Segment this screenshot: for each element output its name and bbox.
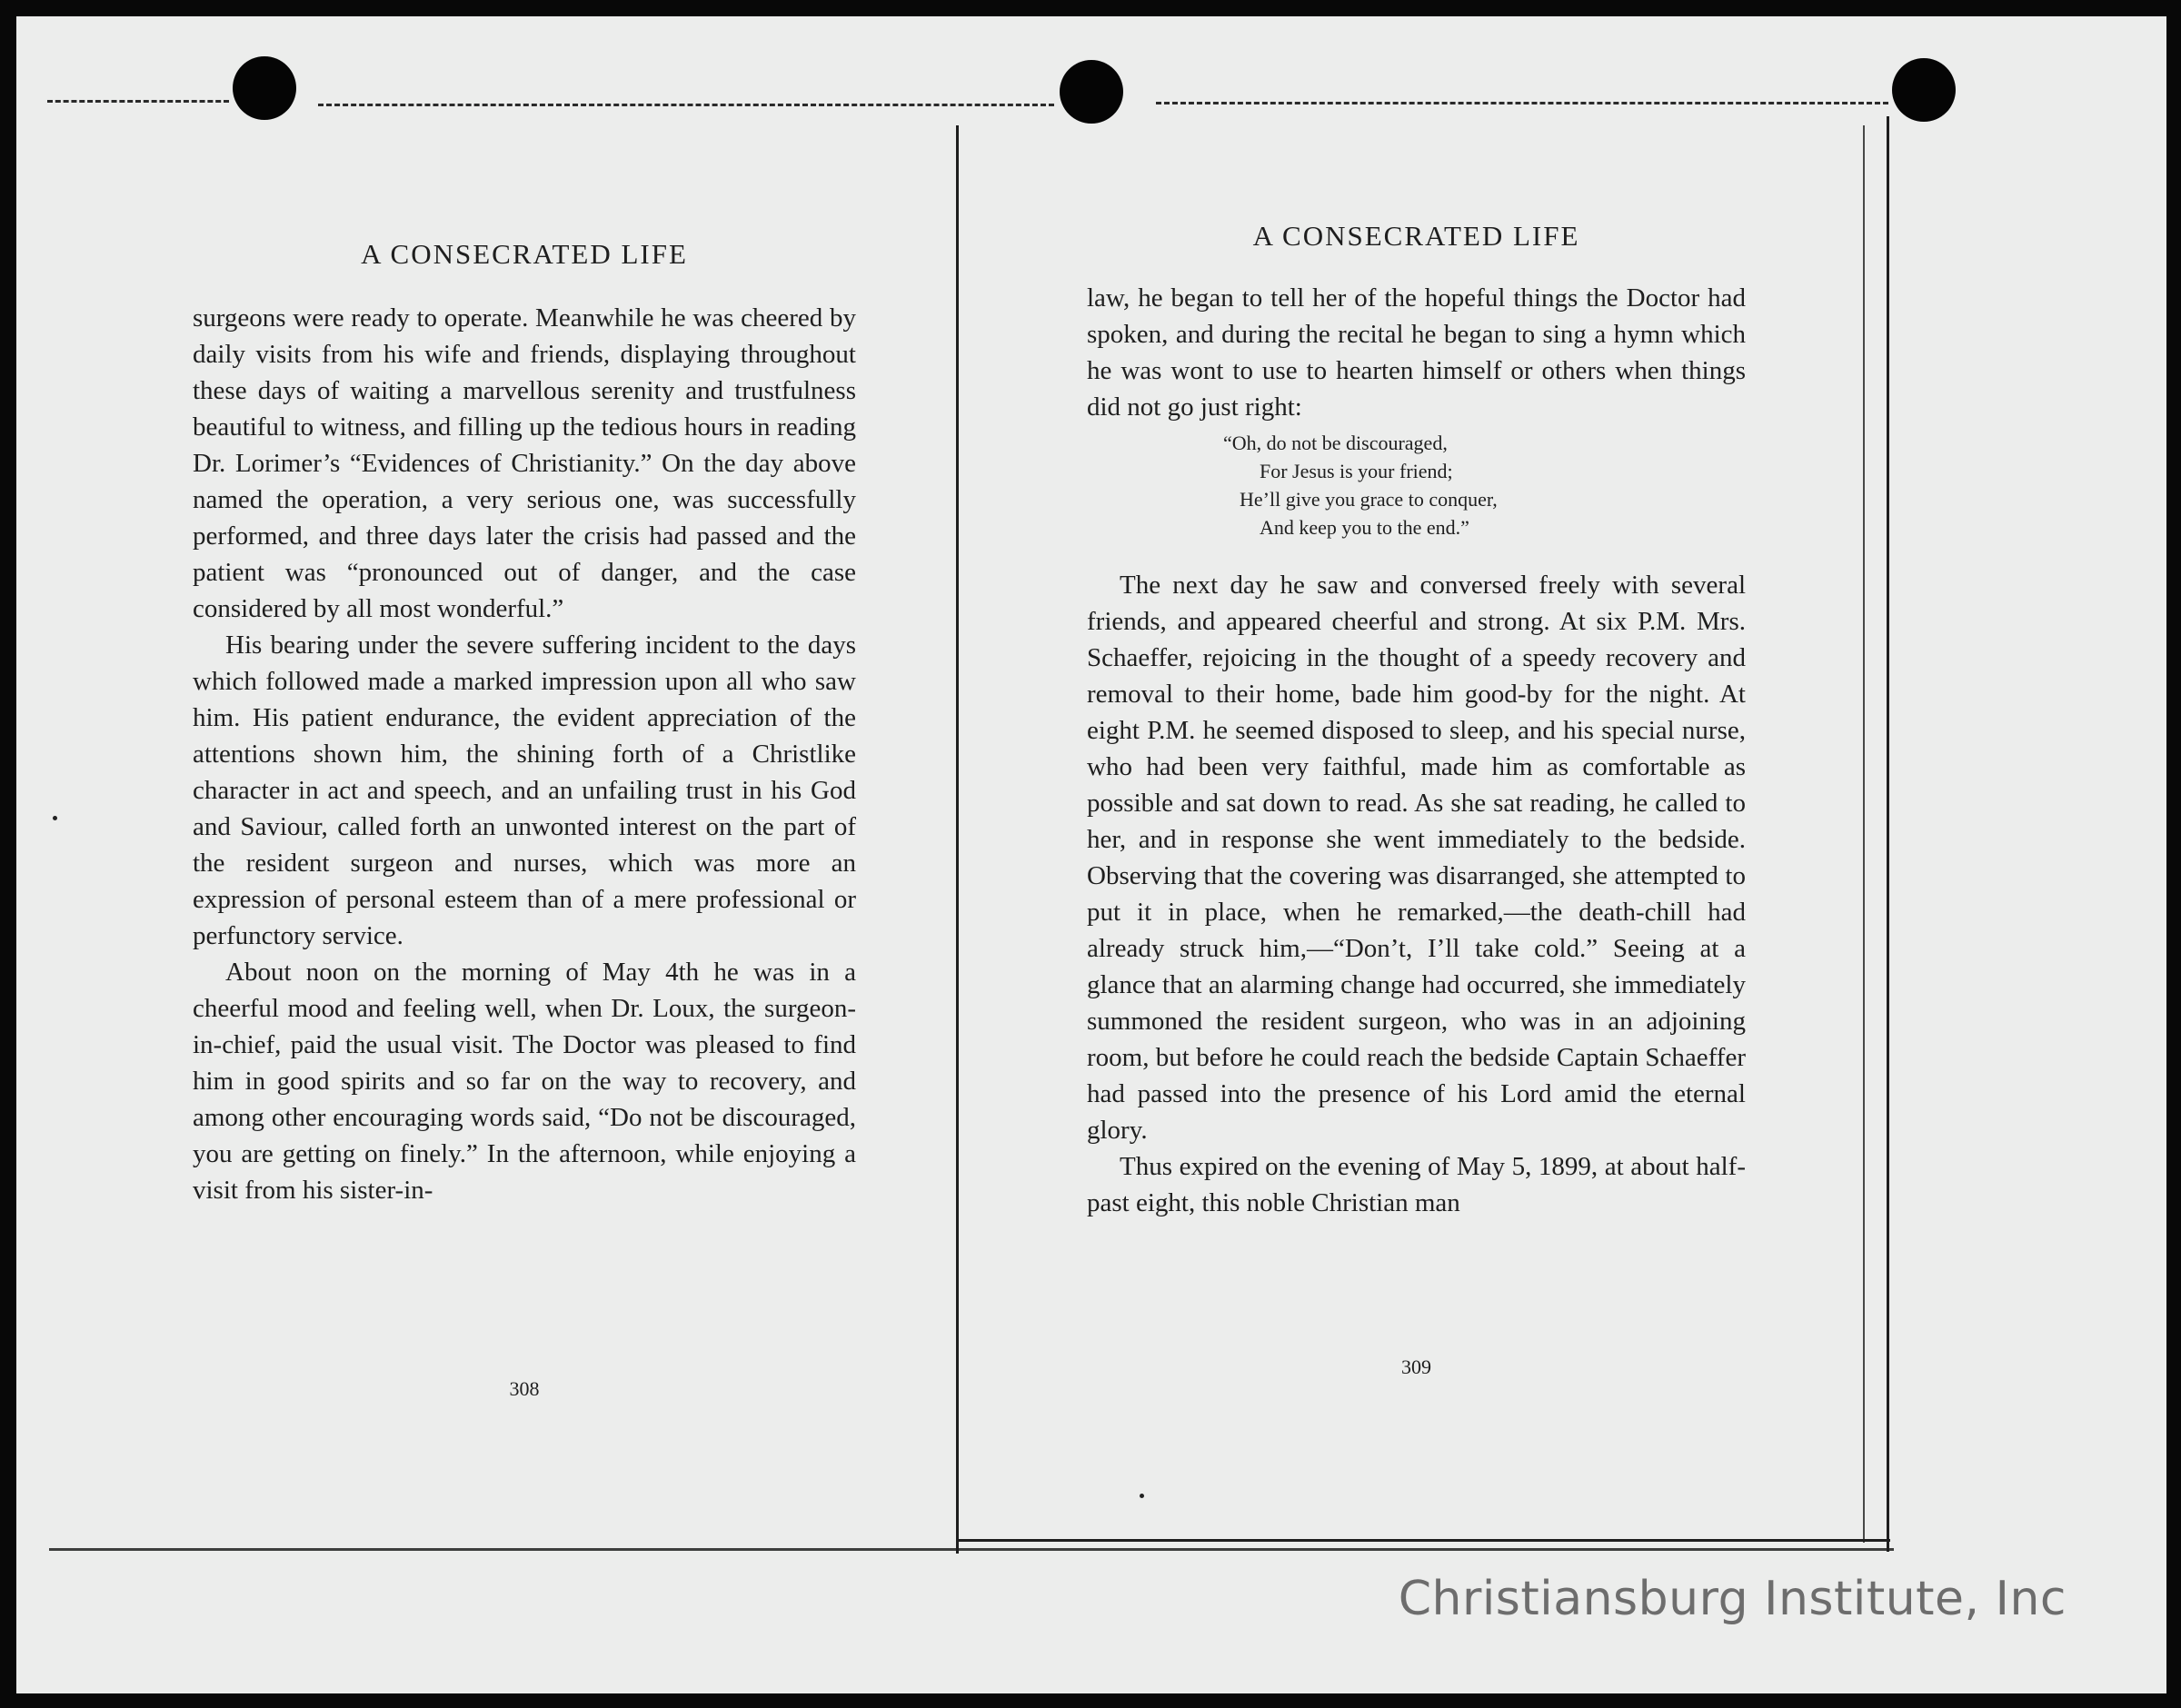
page-number-right: 309 [1401,1355,1431,1378]
right-page-outer-right-edge [1887,116,1889,1552]
paragraph: The next day he saw and conversed freely with several friends, and appeared cheerful and strong. At six P.M. Mrs. Schaeffer, rejoicing in the thought of a speedy recovery and removal to their home, bade him good-by for the night. At eight P.M. he seemed disposed to sleep, and his special nurse, who had been very faithful, made him as comfortable as possible and sat down to read. As she sat reading, he called to her, and in response she went immediately to the bedside. Observing that the covering was disarranged, she attempted to put it in place, when he remarked,—the death-chill had already struck him,—“Don’t, I’ll take cold.” Seeing at a glance that an alarming change had occurred, she immediately summoned the resident surgeon, who was in an adjoining room, but before he could reach the bedside Captain Schaeffer had passed into the presence of his Lord amid the eternal glory. [1087,571,1746,1145]
watermark: Christiansburg Institute, Inc [1398,1572,2066,1626]
hymn-quote [1087,429,1746,541]
punch-hole-center [1060,60,1123,124]
right-page-body [1087,280,1746,1221]
poem-line: “Oh, do not be discouraged, [1223,432,1448,454]
poem-line: For Jesus is your friend; [1260,460,1453,482]
paragraph: surgeons were ready to operate. Meanwhile he was cheered by daily visits from his wife and friends, displaying throughout these days of waiting a marvellous serenity and trustfulness beautiful to witness, and filling up the tedious hours in reading Dr. Lorimer’s “Evidences of Christianity.” On the day above named the operation, a very serious one, was successfully performed, and three days later the crisis had passed and the patient was “pronounced out of danger, and the case considered by all most wonderful.” [193,303,856,623]
top-edge-line-middle [318,104,1054,106]
scanned-sheet [16,16,2166,1693]
punch-hole-left [233,56,296,120]
running-head-left: A CONSECRATED LIFE [361,238,688,270]
paragraph: Thus expired on the evening of May 5, 1899, at about half-past eight, this noble Christian man [1087,1152,1746,1217]
right-page [1087,207,1746,1388]
right-page-bottom-edge [958,1539,1890,1542]
punch-hole-right [1892,58,1956,122]
paragraph: law, he began to tell her of the hopeful things the Doctor had spoken, and during the recital he began to sing a hymn which he was wont to use to hearten himself or others when things did not go just right: [1087,283,1746,422]
paragraph: His bearing under the severe suffering incident to the days which followed made a marked impression upon all who saw him. His patient endurance, the evident appreciation of the attentions shown him, the shining forth of a Christlike character in act and speech, and an unfailing trust in his God and Saviour, called forth an unwonted interest on the part of the resident surgeon and nurses, which was more an expression of personal esteem than of a mere professional or perfunctory service. [193,631,856,950]
poem-line: He’ll give you grace to conquer, [1240,488,1498,511]
left-page [193,225,856,1425]
poem-line: And keep you to the end.” [1260,516,1469,539]
bottom-edge-line [49,1548,1894,1551]
top-edge-line-right [1156,102,1888,104]
scan-speck [1140,1494,1144,1498]
right-page-inner-right-edge [1863,125,1865,1543]
right-page-left-edge [956,125,959,1554]
paragraph: About noon on the morning of May 4th he was in a cheerful mood and feeling well, when Dr. Loux, the surgeon-in-chief, paid the usual visit. The Doctor was pleased to find him in good spirits and so far on the way to recovery, and among other encouraging words said, “Do not be discouraged, you are getting on finely.” In the afternoon, while enjoying a visit from his sister-in- [193,958,856,1205]
scan-speck [53,816,57,820]
top-edge-line-left [47,100,229,103]
running-head-right: A CONSECRATED LIFE [1252,220,1580,252]
left-page-body [193,300,856,1208]
page-number-left: 308 [509,1377,540,1400]
